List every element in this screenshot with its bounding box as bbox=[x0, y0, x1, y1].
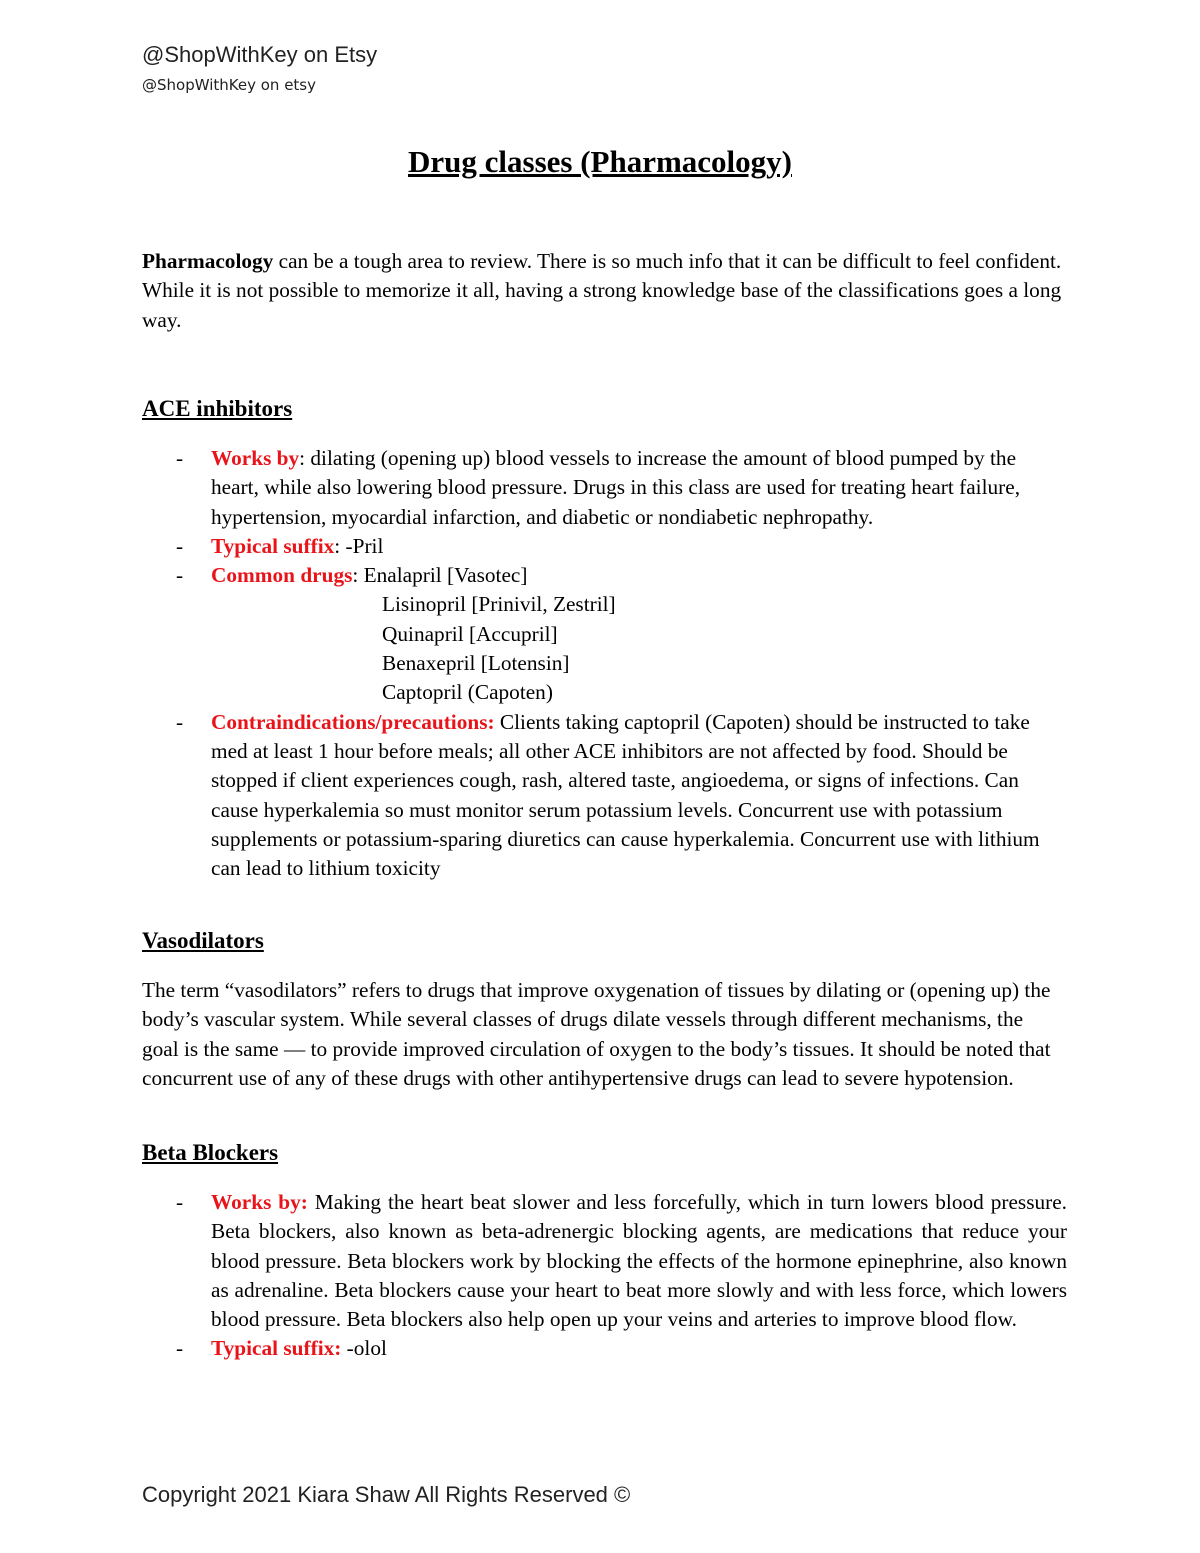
section-heading-vasodilators: Vasodilators bbox=[142, 928, 264, 953]
bullet-dash: - bbox=[176, 1336, 184, 1361]
list-item bbox=[142, 1188, 1067, 1334]
bullet-dash: - bbox=[176, 709, 184, 734]
header-line-2: @ShopWithKey on etsy bbox=[142, 76, 317, 94]
page-title: Drug classes (Pharmacology) bbox=[408, 144, 792, 179]
list-item bbox=[142, 532, 1067, 561]
ace-suffix-label: Typical suffix bbox=[211, 533, 335, 558]
drug-name: Captopril (Capoten) bbox=[382, 680, 553, 705]
intro-bold-term: Pharmacology bbox=[142, 249, 274, 273]
bullet-dash: - bbox=[176, 446, 184, 470]
ace-contra-label: Contraindications/precautions: bbox=[211, 709, 495, 734]
beta-works-text: Making the heart beat slower and less forcefully, which in turn lowers blood pressure. Beta blockers, also known as beta-adrenergic blocking agents, are medications that reduce your blood pressure. Beta blockers work by blocking the effects of the hormone epinephrine, also known as adrenaline. Beta blockers cause your heart to beat more slowly and with less force, which lowers blood pressure. Beta blockers also help open up your veins and arteries to improve blood flow. bbox=[211, 1190, 1067, 1332]
intro-text: can be a tough area to review. There is so much info that it can be difficult to feel confident. While it is not possible to memorize it all, having a strong knowledge base of the classifications goes a long way. bbox=[142, 249, 1062, 332]
ace-contra-text: Clients taking captopril (Capoten) should be instructed to take med at least 1 hour before meals; all other ACE inhibitors are not affected by food. Should be stopped if client experiences cough, rash, altered taste, angioedema, or signs of infections. Can cause hyperkalemia so must monitor serum potassium levels. Concurrent use with potassium supplements or potassium-sparing diuretics can cause hyperkalemia. Concurrent use with lithium can lead to lithium toxicity bbox=[211, 709, 1040, 881]
drug-name: Benaxepril [Lotensin] bbox=[382, 651, 570, 676]
drug-name: Lisinopril [Prinivil, Zestril] bbox=[382, 592, 616, 617]
beta-works-label: Works by: bbox=[211, 1190, 308, 1214]
list-item bbox=[142, 708, 1067, 884]
ace-list bbox=[142, 444, 1067, 883]
list-item bbox=[142, 444, 1067, 532]
ace-works-text: : dilating (opening up) blood vessels to increase the amount of blood pumped by the heart, while also lowering blood pressure. Drugs in this class are used for treating heart failure, hypertension, myocardial infarction, and diabetic or nondiabetic nephropathy. bbox=[211, 446, 1021, 529]
intro-paragraph bbox=[142, 247, 1062, 335]
beta-suffix-text: -olol bbox=[341, 1336, 387, 1361]
ace-drugs-label: Common drugs bbox=[211, 563, 353, 588]
vasodilators-paragraph: The term “vasodilators” refers to drugs that improve oxygenation of tissues by dilating or (opening up) the body’s vascular system. While several classes of drugs dilate vessels through different mechanisms, the goal is the same — to provide improved circulation of oxygen to the body’s tissues. It should be noted that concurrent use of any of these drugs with other antihypertensive drugs can lead to severe hypotension. bbox=[142, 978, 1051, 1090]
list-item bbox=[142, 561, 1067, 707]
list-item bbox=[142, 1334, 1067, 1363]
beta-list bbox=[142, 1188, 1067, 1364]
drug-name: Quinapril [Accupril] bbox=[382, 621, 558, 646]
section-heading-beta-blockers: Beta Blockers bbox=[142, 1140, 279, 1165]
bullet-dash: - bbox=[176, 533, 184, 558]
bullet-dash: - bbox=[176, 1190, 184, 1214]
header-line-1: @ShopWithKey on Etsy bbox=[142, 42, 378, 67]
section-heading-ace: ACE inhibitors bbox=[142, 396, 293, 421]
ace-suffix-text: : -Pril bbox=[334, 533, 384, 558]
copyright-footer: Copyright 2021 Kiara Shaw All Rights Reserved © bbox=[142, 1482, 631, 1507]
ace-works-label: Works by bbox=[211, 446, 300, 470]
bullet-dash: - bbox=[176, 563, 184, 588]
beta-suffix-label: Typical suffix: bbox=[211, 1336, 342, 1361]
ace-drugs-first: : Enalapril [Vasotec] bbox=[352, 563, 528, 588]
